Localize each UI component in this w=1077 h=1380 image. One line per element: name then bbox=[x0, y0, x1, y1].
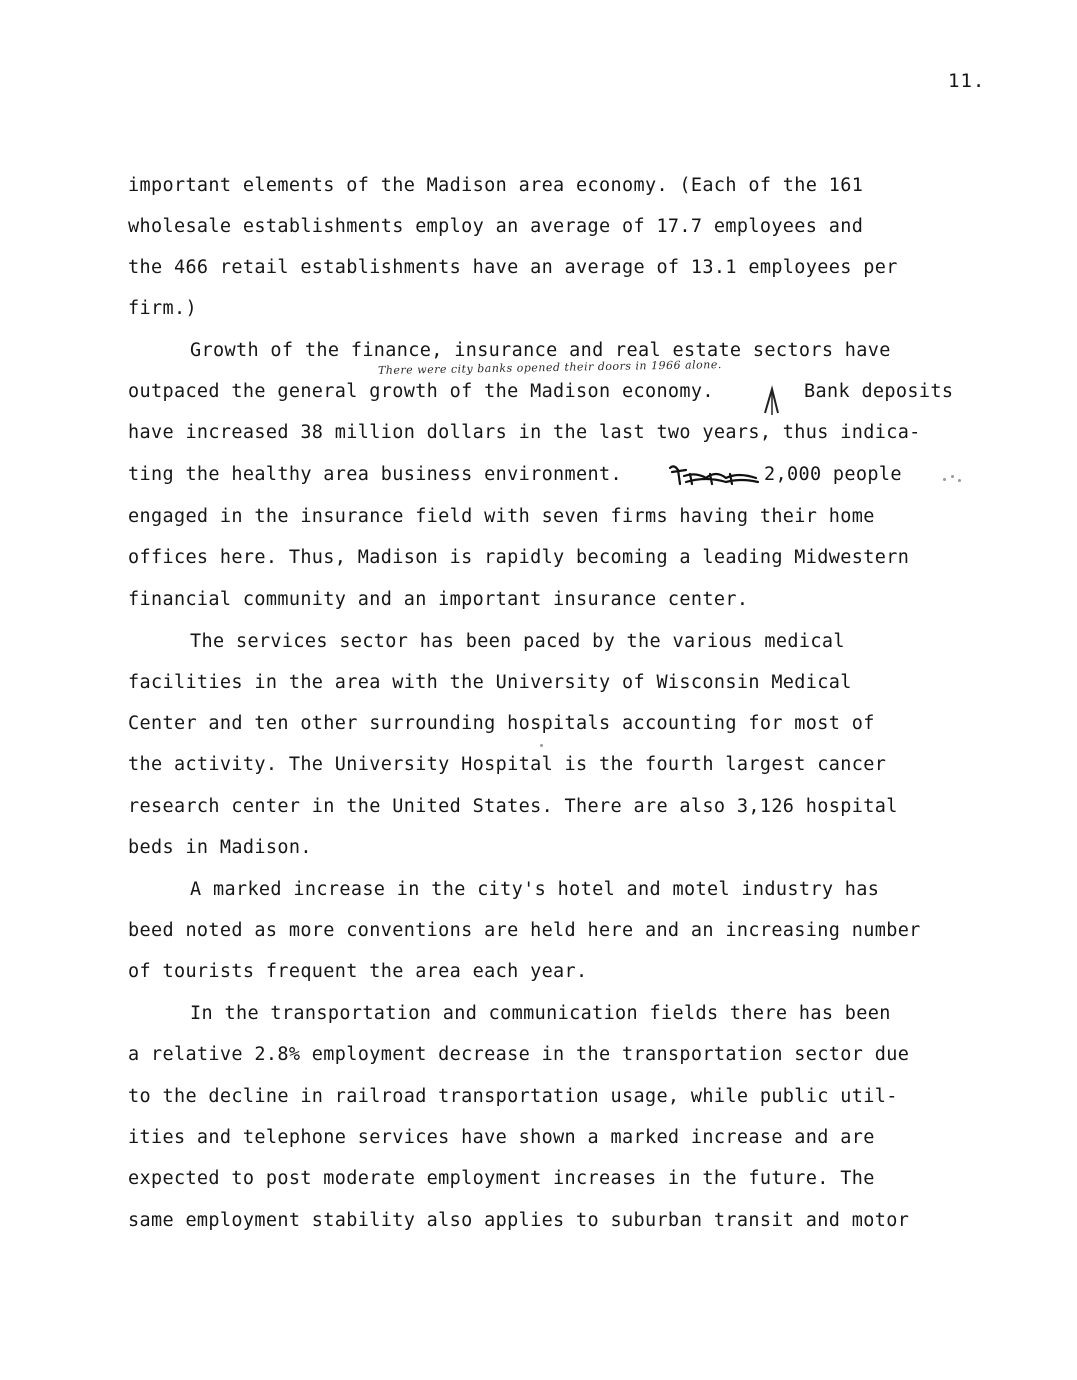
text-line: A marked increase in the city's hotel and motel industry has bbox=[190, 879, 880, 900]
text-line: have increased 38 million dollars in the last two years, thus indica- bbox=[128, 422, 921, 443]
text-line: firm.) bbox=[128, 298, 197, 319]
text-line: important elements of the Madison area economy. (Each of the 161 bbox=[128, 175, 864, 196]
strikethrough-scribble-icon bbox=[666, 462, 760, 490]
handwritten-insertion: There were city banks opened their doors in 1966 alone. bbox=[377, 358, 722, 377]
text-line: of tourists frequent the area each year. bbox=[128, 961, 588, 982]
text-line: the 466 retail establishments have an average of 13.1 employees per bbox=[128, 257, 898, 278]
text-line: the activity. The University Hospital is the fourth largest cancer bbox=[128, 754, 887, 775]
text-line: outpaced the general growth of the Madison economy. bbox=[128, 381, 714, 402]
text-line-tail: Bank deposits bbox=[804, 381, 954, 402]
insertion-caret-icon bbox=[763, 385, 781, 417]
text-line: facilities in the area with the University of Wisconsin Medical bbox=[128, 672, 852, 693]
ink-speck bbox=[958, 479, 961, 482]
text-line: In the transportation and communication fields there has been bbox=[190, 1003, 891, 1024]
text-line: ting the healthy area business environment. bbox=[128, 464, 622, 485]
text-line: engaged in the insurance field with seven firms having their home bbox=[128, 506, 875, 527]
ink-speck bbox=[943, 478, 946, 481]
text-line: financial community and an important insurance center. bbox=[128, 589, 749, 610]
text-line: same employment stability also applies to suburban transit and motor bbox=[128, 1210, 910, 1231]
page-number: 11. bbox=[948, 70, 986, 92]
text-line-tail: 2,000 people bbox=[764, 464, 902, 485]
text-line: offices here. Thus, Madison is rapidly becoming a leading Midwestern bbox=[128, 547, 910, 568]
text-line: The services sector has been paced by the various medical bbox=[190, 631, 845, 652]
text-line: Center and ten other surrounding hospitals accounting for most of bbox=[128, 713, 875, 734]
text-line: beds in Madison. bbox=[128, 837, 312, 858]
ink-speck bbox=[540, 744, 543, 747]
text-line: a relative 2.8% employment decrease in the transportation sector due bbox=[128, 1044, 910, 1065]
text-line: expected to post moderate employment increases in the future. The bbox=[128, 1168, 875, 1189]
text-line: Growth of the finance, insurance and real estate sectors have bbox=[190, 340, 891, 361]
text-line: research center in the United States. There are also 3,126 hospital bbox=[128, 796, 898, 817]
text-line: beed noted as more conventions are held here and an increasing number bbox=[128, 920, 921, 941]
text-line: wholesale establishments employ an average of 17.7 employees and bbox=[128, 216, 864, 237]
text-line: ities and telephone services have shown a marked increase and are bbox=[128, 1127, 875, 1148]
ink-speck bbox=[951, 475, 954, 478]
text-line: to the decline in railroad transportation usage, while public util- bbox=[128, 1086, 898, 1107]
